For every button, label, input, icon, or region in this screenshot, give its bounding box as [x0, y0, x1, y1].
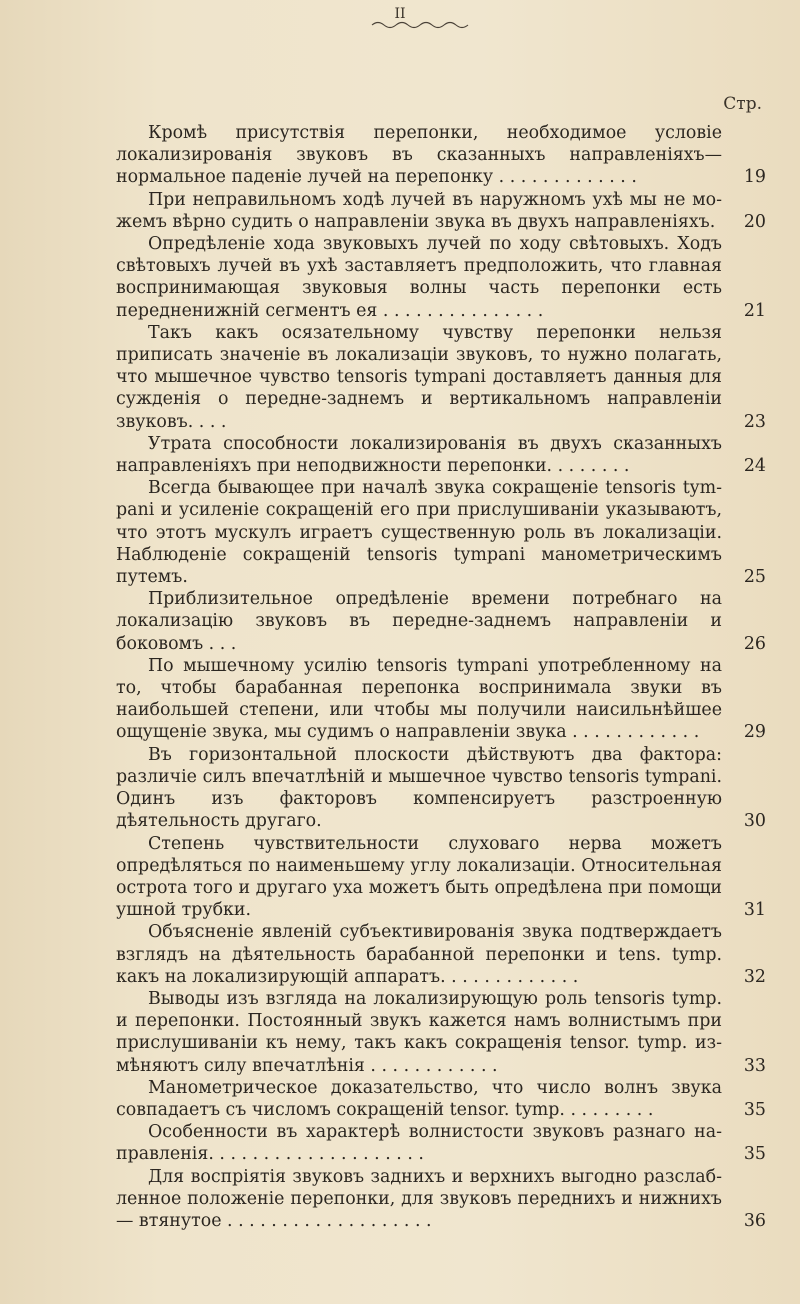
toc-entry [116, 655, 766, 744]
toc-entry-text: Всегда бывающее при началѣ звука сокращеніе tensoris tympani и усиленіе сокращеній его при прислушиваніи указываютъ, что этотъ мускулъ играетъ существенную роль въ локализаціи. Наблюденіе сокращеній tensoris tympani манометрическимъ путемъ. [116, 478, 722, 588]
toc-entry-text: Въ горизонтальной плоскости дѣйствуютъ два фактора: различіе силъ впечатлѣній и мышечное чувство tensoris tympani. Одинъ изъ факторовъ компенсируетъ разстроенную дѣятельность другаго. [116, 744, 722, 832]
toc-entry-text: Объясненіе явленій субъективированія звука подтверждаетъ взглядъ на дѣятельность барабанной перепонки и tens. tymp. какъ на локализирующій аппаратъ. . . . . . . . . . . . . [116, 922, 722, 987]
toc-entry-page: 29 [743, 722, 766, 743]
toc-entry-text: Приблизительное опредѣленіе времени потребнаго на локализацію звуковъ въ передне-заднемъ направленіи и боковомъ . . . [116, 589, 722, 654]
toc-entry [116, 433, 766, 477]
toc-entry-page: 31 [743, 900, 766, 921]
toc-entry-text: Кромѣ присутствія перепонки, необходимое условіе локализированія звуковъ въ сказанныхъ направленіяхъ—нормальное паденіе лучей на перепонку . . . . . . . . . . . . . [116, 123, 722, 188]
toc-entry-page: 21 [743, 300, 766, 321]
toc-entry [116, 833, 766, 922]
toc-entry-page: 30 [743, 811, 766, 832]
toc-entry-page: 23 [743, 411, 766, 432]
toc-entry-text: При неправильномъ ходѣ лучей въ наружномъ ухѣ мы не можемъ вѣрно судить о направленіи звука въ двухъ направленіяхъ. [116, 189, 722, 232]
toc-entry-text: Утрата способности локализированія въ двухъ сказанныхъ направленіяхъ при неподвижности перепонки. . . . . . . . [116, 433, 722, 477]
toc-entry [116, 1121, 766, 1165]
toc-entry-page: 32 [743, 966, 766, 987]
toc-entry-text: Особенности въ характерѣ волнистости звуковъ разнаго направленія. . . . . . . . . . . . . . . . . . . . [116, 1122, 722, 1165]
toc-entry-text: Опредѣленіе хода звуковыхъ лучей по ходу свѣтовыхъ. Ходъ свѣтовыхъ лучей въ ухѣ заставляетъ предположить, что главная воспринимающая звуковыя волны часть перепонки есть передненижній сегментъ ея . . . . . . . . . . . . . . . [116, 234, 722, 321]
toc-entry [116, 1166, 766, 1233]
toc-entry-page: 24 [743, 456, 766, 477]
toc-entry-text: Выводы изъ взгляда на локализирующую роль tensoris tymp. и перепонки. Постоянный звукъ кажется намъ волнистымъ при прислушиваніи къ нему, такъ какъ сокращенія tensor. tymp. измѣняютъ силу впечатлѣнія . . . . . . . . . . . . [116, 988, 722, 1076]
toc-entry [116, 122, 766, 189]
toc-entry [116, 744, 766, 833]
toc-entry [116, 1077, 766, 1121]
toc-entry [116, 233, 766, 322]
toc-entry [116, 189, 766, 233]
toc-entry-page: 20 [743, 211, 766, 232]
ornament-divider [370, 20, 470, 30]
toc-entry-text: По мышечному усилію tensoris tympani употребленному на то, чтобы барабанная перепонка воспринимала звуки въ наибольшей степени, или чтобы мы получили наисильнѣйшее ощущеніе звука, мы судимъ о направленіи звука . . . . . . . . . . . . [116, 655, 722, 743]
page-folio: II [394, 6, 406, 22]
page-column-header: Стр. [723, 94, 762, 114]
toc-entry-text: Такъ какъ осязательному чувству перепонки нельзя приписать значеніе въ локализаціи звуковъ, то нужно полагать, что мышечное чувство tensoris tympani доставляетъ данныя для сужденія о передне-заднемъ и вертикальномъ направленіи звуковъ. . . . [116, 322, 722, 432]
table-of-contents [116, 122, 766, 1232]
toc-entry [116, 921, 766, 988]
toc-entry-page: 35 [743, 1099, 766, 1120]
toc-entry-page: 26 [743, 633, 766, 654]
toc-entry-text: Манометрическое доказательство, что число волнъ звука совпадаетъ съ числомъ сокращеній tensor. tymp. . . . . . . . . [116, 1077, 722, 1120]
toc-entry-page: 36 [743, 1210, 766, 1231]
toc-entry-page: 33 [743, 1055, 766, 1076]
toc-entry-text: Степень чувствительности слуховаго нерва можетъ опредѣляться по наименьшему углу локализаціи. Относительная острота того и другаго уха можетъ быть опредѣлена при помощи ушной трубки. [116, 833, 722, 921]
toc-entry [116, 322, 766, 433]
toc-entry [116, 988, 766, 1077]
toc-entry [116, 477, 766, 588]
toc-entry [116, 588, 766, 655]
toc-entry-page: 35 [743, 1144, 766, 1165]
toc-entry-page: 25 [743, 567, 766, 588]
toc-entry-page: 19 [743, 167, 766, 188]
toc-entry-text: Для воспріятія звуковъ заднихъ и верхнихъ выгодно разслабленное положеніе перепонки, для звуковъ переднихъ и нижнихъ— втянутое . . . . . . . . . . . . . . . . . . . [116, 1166, 722, 1231]
